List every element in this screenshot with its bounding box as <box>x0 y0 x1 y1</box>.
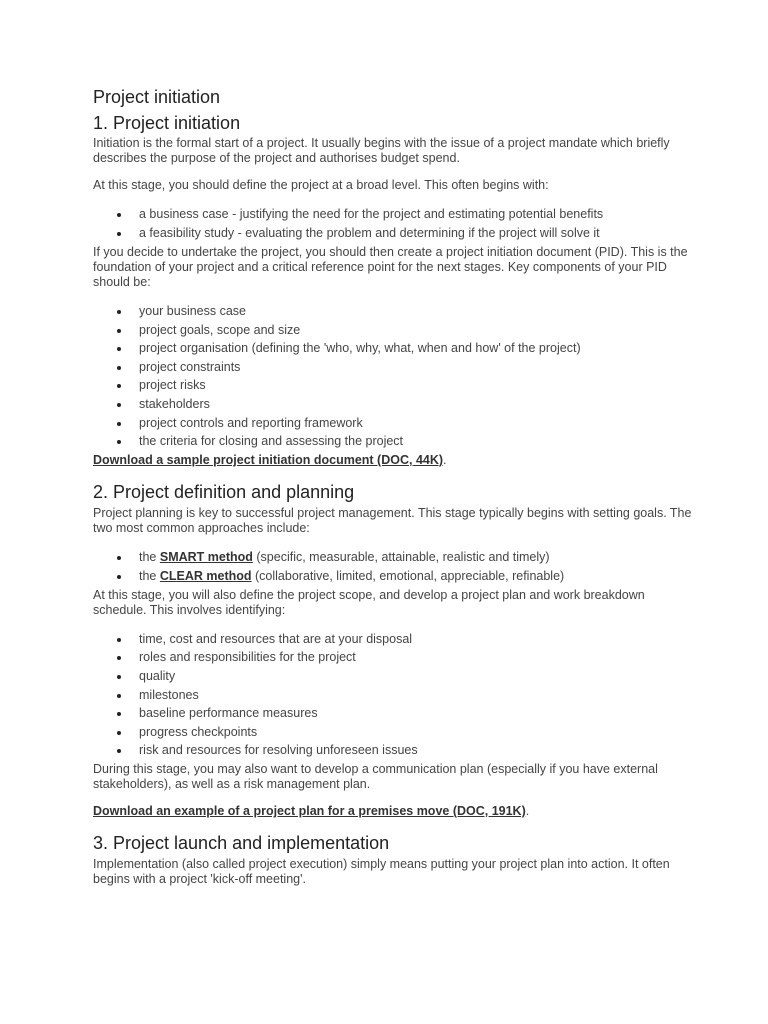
paragraph: Implementation (also called project execution) simply means putting your project plan into action. It often begins with a project 'kick-off meeting'. <box>93 856 670 886</box>
download-pid-link[interactable]: Download a sample project initiation document (DOC, 44K) <box>93 452 444 467</box>
list-item: the CLEAR method (collaborative, limited, emotional, appreciable, refinable) <box>93 569 693 584</box>
bullet-list <box>93 632 693 759</box>
list-item: a feasibility study - evaluating the problem and determining if the project will solve it <box>93 226 693 241</box>
list-item: the SMART method (specific, measurable, attainable, realistic and timely) <box>93 550 693 565</box>
list-item: project goals, scope and size <box>93 323 693 338</box>
paragraph: Project planning is key to successful project management. This stage typically begins with setting goals. The two most common approaches include: <box>93 505 692 535</box>
section-heading: 3. Project launch and implementation <box>93 832 390 853</box>
bullet-list <box>93 550 693 584</box>
section-heading: 1. Project initiation <box>93 113 241 133</box>
paragraph: At this stage, you should define the project at a broad level. This often begins with: <box>93 178 549 192</box>
list-item: milestones <box>93 688 693 703</box>
document-body <box>93 86 693 887</box>
bullet-list <box>93 207 693 241</box>
smart-method-link[interactable]: SMART method <box>159 549 253 564</box>
section-definition-planning <box>93 481 693 819</box>
document-title: Project initiation <box>93 87 221 107</box>
punctuation: . <box>443 452 447 467</box>
list-item: the criteria for closing and assessing the project <box>93 434 693 449</box>
list-item: your business case <box>93 304 693 319</box>
list-item: project constraints <box>93 360 693 375</box>
punctuation: . <box>525 803 530 818</box>
list-item: stakeholders <box>93 397 693 412</box>
section-launch-implementation <box>93 832 693 887</box>
download-line <box>93 453 693 468</box>
bullet-list <box>93 304 693 449</box>
paragraph: Initiation is the formal start of a project. It usually begins with the issue of a project mandate which briefly describes the purpose of the project and authorises budget spend. <box>93 136 670 165</box>
paragraph: At this stage, you will also define the project scope, and develop a project plan and work breakdown schedule. This involves identifying: <box>93 587 645 617</box>
list-item: progress checkpoints <box>93 725 693 740</box>
list-item: project controls and reporting framework <box>93 416 693 431</box>
list-item: baseline performance measures <box>93 706 693 721</box>
clear-method-link[interactable]: CLEAR method <box>159 568 252 583</box>
list-item: project organisation (defining the 'who, why, what, when and how' of the project) <box>93 341 693 356</box>
download-line <box>93 804 693 819</box>
paragraph: During this stage, you may also want to develop a communication plan (especially if you have external stakeholders), as well as a risk management plan. <box>93 761 658 791</box>
list-item: quality <box>93 669 693 684</box>
list-item: risk and resources for resolving unforeseen issues <box>93 743 693 758</box>
section-project-initiation <box>93 112 693 468</box>
section-heading: 2. Project definition and planning <box>93 481 355 502</box>
list-item: a business case - justifying the need for the project and estimating potential benefits <box>93 207 693 222</box>
download-plan-link[interactable]: Download an example of a project plan for a premises move (DOC, 191K) <box>93 803 526 818</box>
paragraph: If you decide to undertake the project, you should then create a project initiation document (PID). This is the foundation of your project and a critical reference point for the next stages. Key components of your PID should be: <box>93 245 688 289</box>
list-item: time, cost and resources that are at your disposal <box>93 632 693 647</box>
list-item: roles and responsibilities for the project <box>93 650 693 665</box>
list-item: project risks <box>93 378 693 393</box>
